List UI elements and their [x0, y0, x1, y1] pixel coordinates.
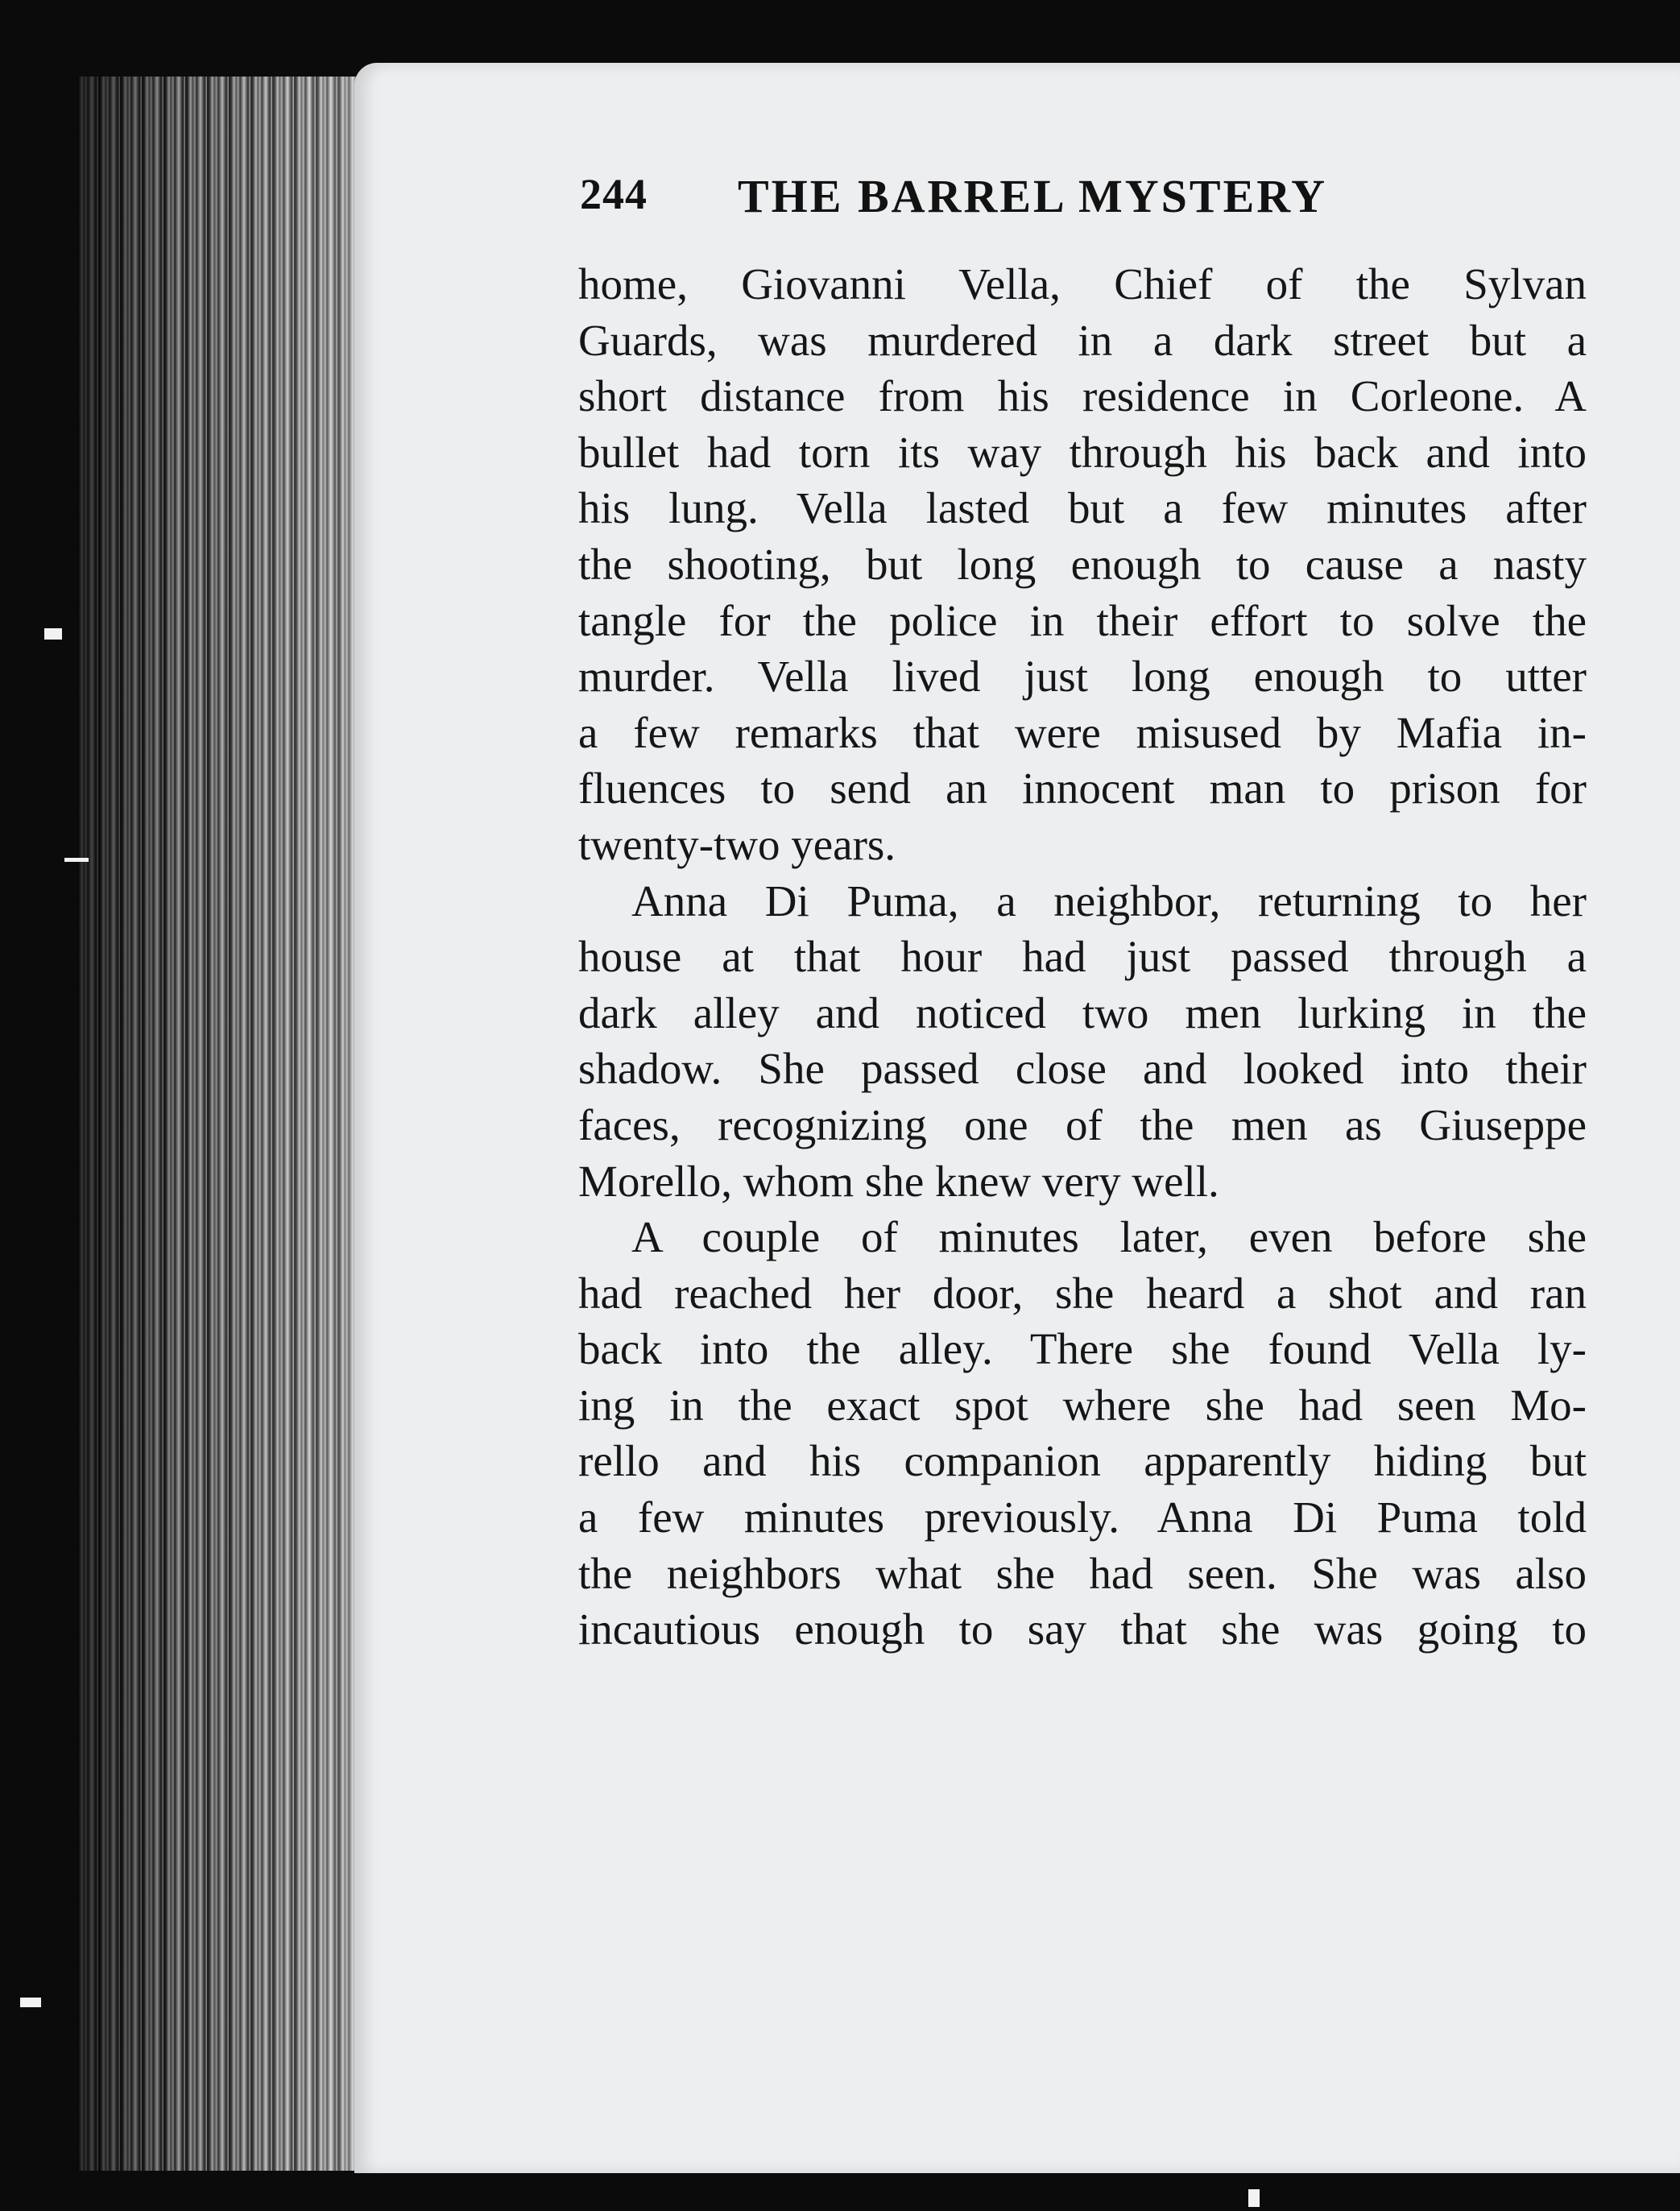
text-line: shadow. She passed close and looked into their	[578, 1044, 1587, 1094]
text-line: house at that hour had just passed through a	[578, 932, 1587, 982]
text-line: murder. Vella lived just long enough to utter	[578, 652, 1587, 702]
text-line: home, Giovanni Vella, Chief of the Sylvan	[578, 259, 1587, 308]
text-line: Guards, was murdered in a dark street but a	[578, 315, 1587, 365]
text-line: ing in the exact spot where she had seen Mo-	[578, 1380, 1587, 1430]
text-line: back into the alley. There she found Vella ly-	[578, 1324, 1587, 1374]
text-line: a few minutes previously. Anna Di Puma told	[578, 1493, 1587, 1542]
text-line: Morello, whom she knew very well.	[578, 1156, 1219, 1206]
book-page-edge	[77, 77, 366, 2171]
text-line: rello and his companion apparently hiding but	[578, 1436, 1587, 1486]
page-number: 244	[580, 170, 648, 218]
paragraph	[578, 1209, 1587, 1658]
text-line: the neighbors what she had seen. She was also	[578, 1548, 1587, 1598]
paragraph	[578, 256, 1587, 873]
text-line: A couple of minutes later, even before she	[631, 1212, 1587, 1262]
text-line: dark alley and noticed two men lurking in the	[578, 987, 1587, 1037]
running-head	[580, 169, 1587, 234]
text-line: his lung. Vella lasted but a few minutes after	[578, 483, 1587, 533]
text-line: faces, recognizing one of the men as Giuseppe	[578, 1099, 1587, 1149]
body-text	[578, 256, 1587, 1658]
paragraph	[578, 873, 1587, 1210]
scan-speck	[20, 1998, 41, 2007]
text-line: had reached her door, she heard a shot and ran	[578, 1268, 1587, 1318]
text-line: the shooting, but long enough to cause a nasty	[578, 539, 1587, 589]
scan-speck	[1248, 2189, 1260, 2207]
text-line: incautious enough to say that she was going to	[578, 1604, 1587, 1654]
running-title: THE BARREL MYSTERY	[738, 170, 1327, 222]
text-line: tangle for the police in their effort to solve the	[578, 595, 1587, 645]
text-line: a few remarks that were misused by Mafia in-	[578, 707, 1587, 757]
text-line: twenty-two years.	[578, 819, 896, 869]
scan-speck	[44, 628, 62, 640]
text-line: bullet had torn its way through his back and into	[578, 427, 1587, 477]
text-line: fluences to send an innocent man to prison for	[578, 764, 1587, 814]
scan-speck	[64, 858, 89, 862]
text-line: short distance from his residence in Corleone. A	[578, 371, 1587, 421]
text-line: Anna Di Puma, a neighbor, returning to her	[631, 876, 1587, 925]
